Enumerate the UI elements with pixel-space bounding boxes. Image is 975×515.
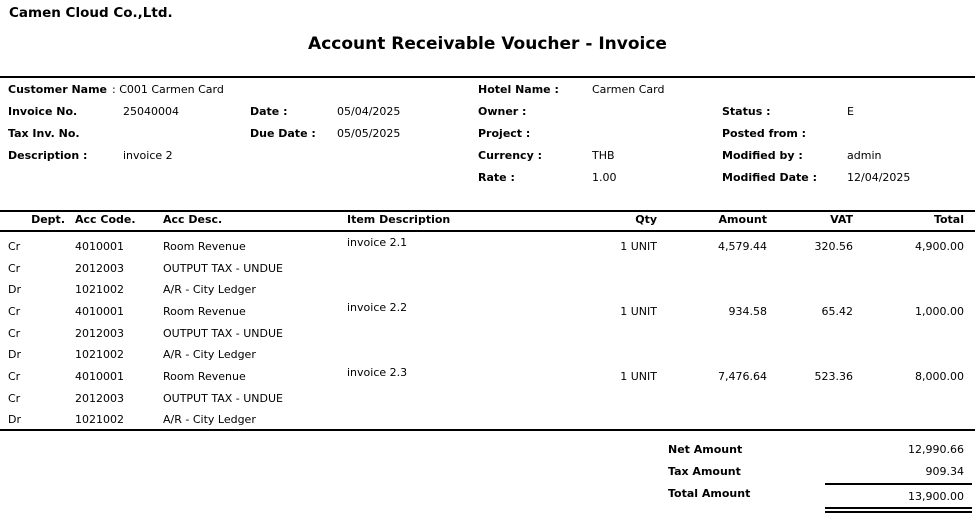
cell-item-description: invoice 2.3 — [347, 366, 408, 379]
cell-acc-code: 2012003 — [75, 327, 124, 340]
table-top-border — [0, 210, 975, 212]
col-header-item-description: Item Description — [347, 213, 451, 226]
cell-acc-desc: Room Revenue — [163, 240, 246, 253]
description-label: Description : — [8, 149, 88, 162]
cell-total: 8,000.00 — [915, 370, 964, 383]
col-header-amount: Amount — [718, 213, 767, 226]
cell-acc-desc: A/R - City Ledger — [163, 283, 256, 296]
col-header-total: Total — [933, 213, 964, 226]
company-name: Camen Cloud Co.,Ltd. — [9, 5, 173, 21]
status-label: Status : — [722, 105, 771, 118]
cell-dept: Cr — [8, 240, 21, 253]
total-amount-value: 13,900.00 — [908, 490, 964, 503]
cell-acc-desc: A/R - City Ledger — [163, 348, 256, 361]
cell-acc-code: 1021002 — [75, 283, 124, 296]
cell-acc-code: 2012003 — [75, 262, 124, 275]
cell-acc-desc: Room Revenue — [163, 305, 246, 318]
cell-qty: 1 UNIT — [620, 240, 657, 253]
table-row — [0, 366, 975, 392]
invoice-no-value: 25040004 — [123, 105, 179, 118]
col-header-dept: Dept. — [31, 213, 65, 226]
status-value: E — [847, 105, 854, 118]
cell-amount: 934.58 — [728, 305, 767, 318]
tax-amount-value: 909.34 — [925, 465, 964, 478]
cell-dept: Cr — [8, 370, 21, 383]
cell-acc-desc: OUTPUT TAX - UNDUE — [163, 392, 283, 405]
customer-name-value: : C001 Carmen Card — [112, 83, 224, 96]
customer-name-label: Customer Name — [8, 83, 107, 96]
cell-item-description: invoice 2.2 — [347, 301, 408, 314]
due-date-value: 05/05/2025 — [337, 127, 401, 140]
rate-value: 1.00 — [592, 171, 617, 184]
table-header-bottom-border — [0, 230, 975, 232]
total-amount-label: Total Amount — [668, 487, 751, 500]
date-label: Date : — [250, 105, 288, 118]
cell-acc-code: 4010001 — [75, 370, 124, 383]
cell-dept: Dr — [8, 413, 21, 426]
due-date-label: Due Date : — [250, 127, 316, 140]
net-amount-value: 12,990.66 — [908, 443, 964, 456]
date-value: 05/04/2025 — [337, 105, 401, 118]
posted-from-label: Posted from : — [722, 127, 807, 140]
cell-acc-code: 2012003 — [75, 392, 124, 405]
total-amount-top-rule — [825, 483, 972, 485]
modified-by-label: Modified by : — [722, 149, 803, 162]
cell-dept: Cr — [8, 262, 21, 275]
cell-dept: Dr — [8, 348, 21, 361]
table-row — [0, 301, 975, 327]
currency-label: Currency : — [478, 149, 542, 162]
modified-date-value: 12/04/2025 — [847, 171, 911, 184]
cell-acc-code: 1021002 — [75, 348, 124, 361]
total-amount-double-rule-2 — [825, 511, 972, 513]
cell-amount: 7,476.64 — [718, 370, 767, 383]
cell-dept: Dr — [8, 283, 21, 296]
description-value: invoice 2 — [123, 149, 173, 162]
net-amount-label: Net Amount — [668, 443, 743, 456]
col-header-acc-desc: Acc Desc. — [163, 213, 223, 226]
cell-item-description: invoice 2.1 — [347, 236, 408, 249]
hotel-name-value: Carmen Card — [592, 83, 665, 96]
cell-acc-desc: Room Revenue — [163, 370, 246, 383]
cell-total: 1,000.00 — [915, 305, 964, 318]
modified-date-label: Modified Date : — [722, 171, 817, 184]
total-amount-double-rule-1 — [825, 507, 972, 509]
tax-amount-label: Tax Amount — [668, 465, 741, 478]
cell-dept: Cr — [8, 392, 21, 405]
table-row — [0, 413, 975, 435]
cell-acc-desc: OUTPUT TAX - UNDUE — [163, 262, 283, 275]
owner-label: Owner : — [478, 105, 527, 118]
table-row — [0, 327, 975, 349]
table-row — [0, 262, 975, 284]
col-header-vat: VAT — [830, 213, 853, 226]
cell-dept: Cr — [8, 327, 21, 340]
rate-label: Rate : — [478, 171, 515, 184]
cell-vat: 523.36 — [814, 370, 853, 383]
table-bottom-border — [0, 429, 975, 431]
table-row — [0, 236, 975, 262]
cell-acc-desc: A/R - City Ledger — [163, 413, 256, 426]
cell-acc-code: 4010001 — [75, 240, 124, 253]
col-header-qty: Qty — [635, 213, 657, 226]
table-row — [0, 392, 975, 414]
currency-value: THB — [592, 149, 615, 162]
cell-vat: 65.42 — [821, 305, 853, 318]
report-title: Account Receivable Voucher - Invoice — [308, 34, 667, 54]
cell-vat: 320.56 — [814, 240, 853, 253]
cell-qty: 1 UNIT — [620, 305, 657, 318]
modified-by-value: admin — [847, 149, 882, 162]
project-label: Project : — [478, 127, 531, 140]
cell-total: 4,900.00 — [915, 240, 964, 253]
header-divider — [0, 76, 975, 78]
col-header-acc-code: Acc Code. — [75, 213, 136, 226]
cell-qty: 1 UNIT — [620, 370, 657, 383]
cell-acc-code: 4010001 — [75, 305, 124, 318]
cell-acc-code: 1021002 — [75, 413, 124, 426]
tax-inv-no-label: Tax Inv. No. — [8, 127, 80, 140]
cell-amount: 4,579.44 — [718, 240, 767, 253]
hotel-name-label: Hotel Name : — [478, 83, 559, 96]
cell-acc-desc: OUTPUT TAX - UNDUE — [163, 327, 283, 340]
cell-dept: Cr — [8, 305, 21, 318]
invoice-no-label: Invoice No. — [8, 105, 78, 118]
